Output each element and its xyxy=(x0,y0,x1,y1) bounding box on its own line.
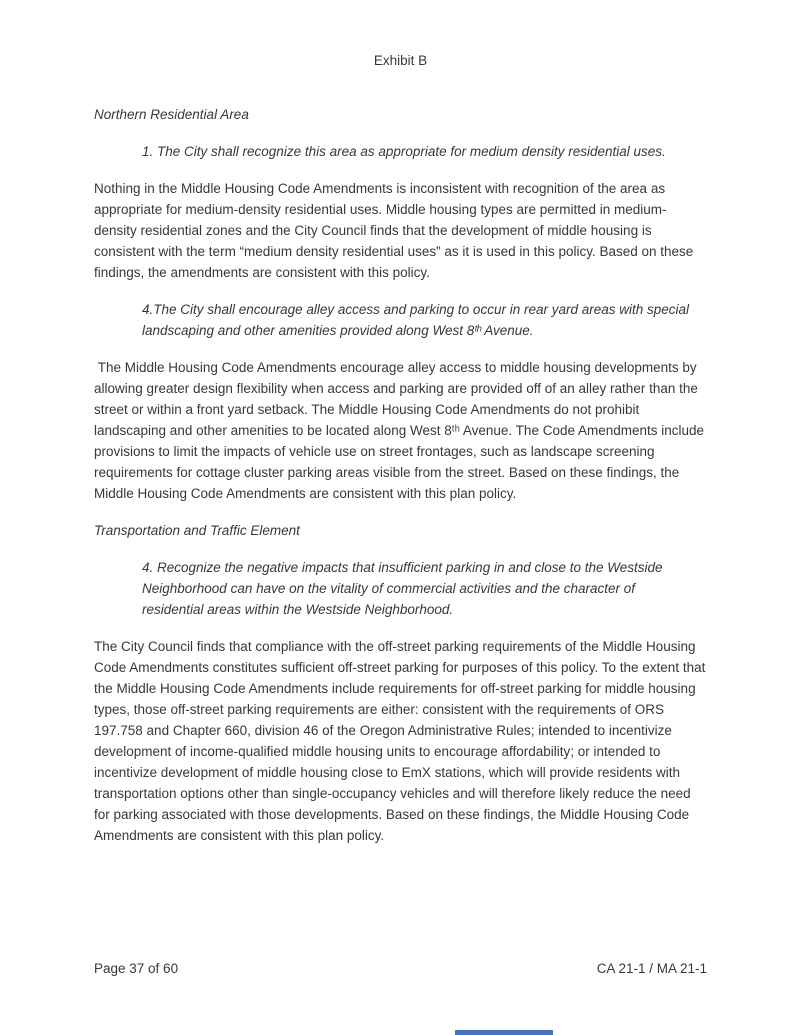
finding-paragraph-3: The City Council finds that compliance with the off-street parking requirements of the Middle Housing Code Amendments constitutes sufficient off-street parking for purposes of this policy. To the extent that the Middle Housing Code Amendments include requirements for off-street parking for middle housing types, those off-street parking requirements are either: consistent with the requirements of ORS 197.758 and Chapter 660, division 46 of the Oregon Administrative Rules; intended to incentivize development of income-qualified middle housing units to encourage affordability; or intended to incentivize development of middle housing close to EmX stations, which will provide residents with transportation options other than single-occupancy vehicles and will therefore likely reduce the need for parking associated with those developments. Based on these findings, the Middle Housing Code Amendments are consistent with this plan policy. xyxy=(94,639,710,843)
section-heading-northern-residential-area: Northern Residential Area xyxy=(94,107,249,122)
bottom-blue-bar xyxy=(455,1030,553,1035)
section-heading-transportation-traffic-element: Transportation and Traffic Element xyxy=(94,523,300,538)
policy-quote-2: 4.The City shall encourage alley access and parking to occur in rear yard areas with special landscaping and other amenities provided along West 8ᵗʰ Avenue. xyxy=(142,302,693,338)
finding-paragraph-2: The Middle Housing Code Amendments encourage alley access to middle housing developments by allowing greater design flexibility when access and parking are provided off of an alley rather than the street or within a front yard setback. The Middle Housing Code Amendments do not prohibit landscaping and other amenities to be located along West 8ᵗʰ Avenue. The Code Amendments include provisions to limit the impacts of vehicle use on street frontages, such as landscape screening requirements for cottage cluster parking areas visible from the street. Based on these findings, the Middle Housing Code Amendments are consistent with this plan policy. xyxy=(94,360,708,501)
policy-quote-1: 1. The City shall recognize this area as appropriate for medium density residential uses. xyxy=(142,144,666,159)
policy-quote-3: 4. Recognize the negative impacts that insufficient parking in and close to the Westside Neighborhood can have on the vitality of commercial activities and the character of residential areas within the Westside Neighborhood. xyxy=(142,560,667,617)
exhibit-title: Exhibit B xyxy=(373,53,428,68)
document-id: CA 21-1 / MA 21-1 xyxy=(596,961,707,976)
page-footer xyxy=(94,958,707,979)
finding-paragraph-1: Nothing in the Middle Housing Code Amendments is inconsistent with recognition of the area as appropriate for medium-density residential uses. Middle housing types are permitted in medium-density residential zones and the City Council finds that the development of middle housing is consistent with the term “medium density residential uses” as it is used in this policy. Based on these findings, the amendments are consistent with this policy. xyxy=(94,181,698,280)
page-number: Page 37 of 60 xyxy=(94,961,179,976)
